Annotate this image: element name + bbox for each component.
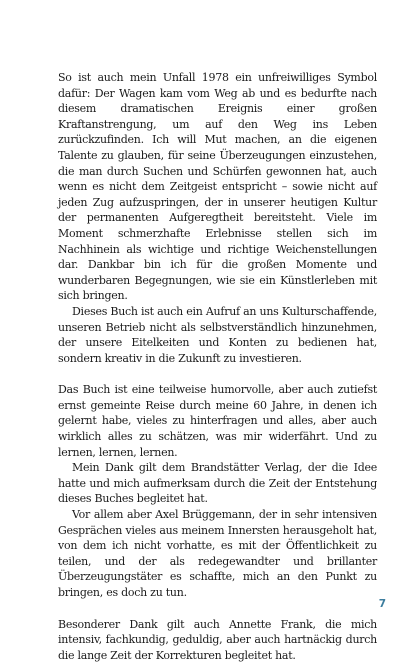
paragraph-dank-brueggemann: Vor allem aber Axel Brüggemann, der in sehr intensiven Gesprächen vieles aus meinem Innersten herausgeholt hat, von dem ich nicht vorhatte, es mit der Öffentlichkeit zu teilen, und der als redegewandter und brillanter Überzeugungstäter es schaffte, mich an den Punkt zu bringen, es doch zu tun. (58, 508, 377, 599)
body-text (58, 70, 377, 663)
section-spacer (58, 366, 377, 382)
paragraph-dank-frank: Besonderer Dank gilt auch Annette Frank, die mich intensiv, fachkundig, geduldig, aber auch hartnäckig durch die lange Zeit der Korrekturen begleitet hat. (58, 617, 377, 662)
paragraph-aufruf: Dieses Buch ist auch ein Aufruf an uns Kulturschaffende, unseren Betrieb nicht als selbstverständlich hinzunehmen, der unsere Eitelkeiten und Konten zu bedienen hat, sondern kreativ in die Zukunft zu investieren. (58, 304, 377, 365)
page-number: 7 (378, 598, 386, 610)
paragraph-reise: Das Buch ist eine teilweise humorvolle, aber auch zutiefst ernst gemeinte Reise durch meine 60 Jahre, in denen ich gelernt habe, vieles zu hinterfragen und alles, aber auch wirklich alles zu schätzen, was mir widerfährt. Und zu lernen, lernen, lernen. (58, 383, 377, 459)
section-spacer (58, 601, 377, 617)
paragraph-dank-verlag: Mein Dank gilt dem Brandstätter Verlag, der die Idee hatte und mich aufmerksam durch die Zeit der Entstehung dieses Buches begleitet hat. (58, 461, 377, 506)
paragraph-unfall: So ist auch mein Unfall 1978 ein unfreiwilliges Symbol dafür: Der Wagen kam vom Weg ab und es bedurfte nach diesem dramatischen Ereignis einer großen Kraftanstrengung, um auf den Weg ins Leben zurückzufinden. Ich will Mut machen, an die eigenen Talente zu glauben, für seine Überzeugungen einzustehen, die man durch Suchen und Schürfen gewonnen hat, auch wenn es nicht dem Zeitgeist entspricht – sowie nicht auf jeden Zug aufzuspringen, der in unserer heutigen Kultur der permanenten Aufgeregtheit bereitsteht. Viele im Moment schmerzhafte Erlebnisse stellen sich im Nachhinein als wichtige und richtige Weichenstellungen dar. Dankbar bin ich für die großen Momente und wunderbaren Begegnungen, wie sie ein Künstlerleben mit sich bringen. (58, 71, 377, 303)
